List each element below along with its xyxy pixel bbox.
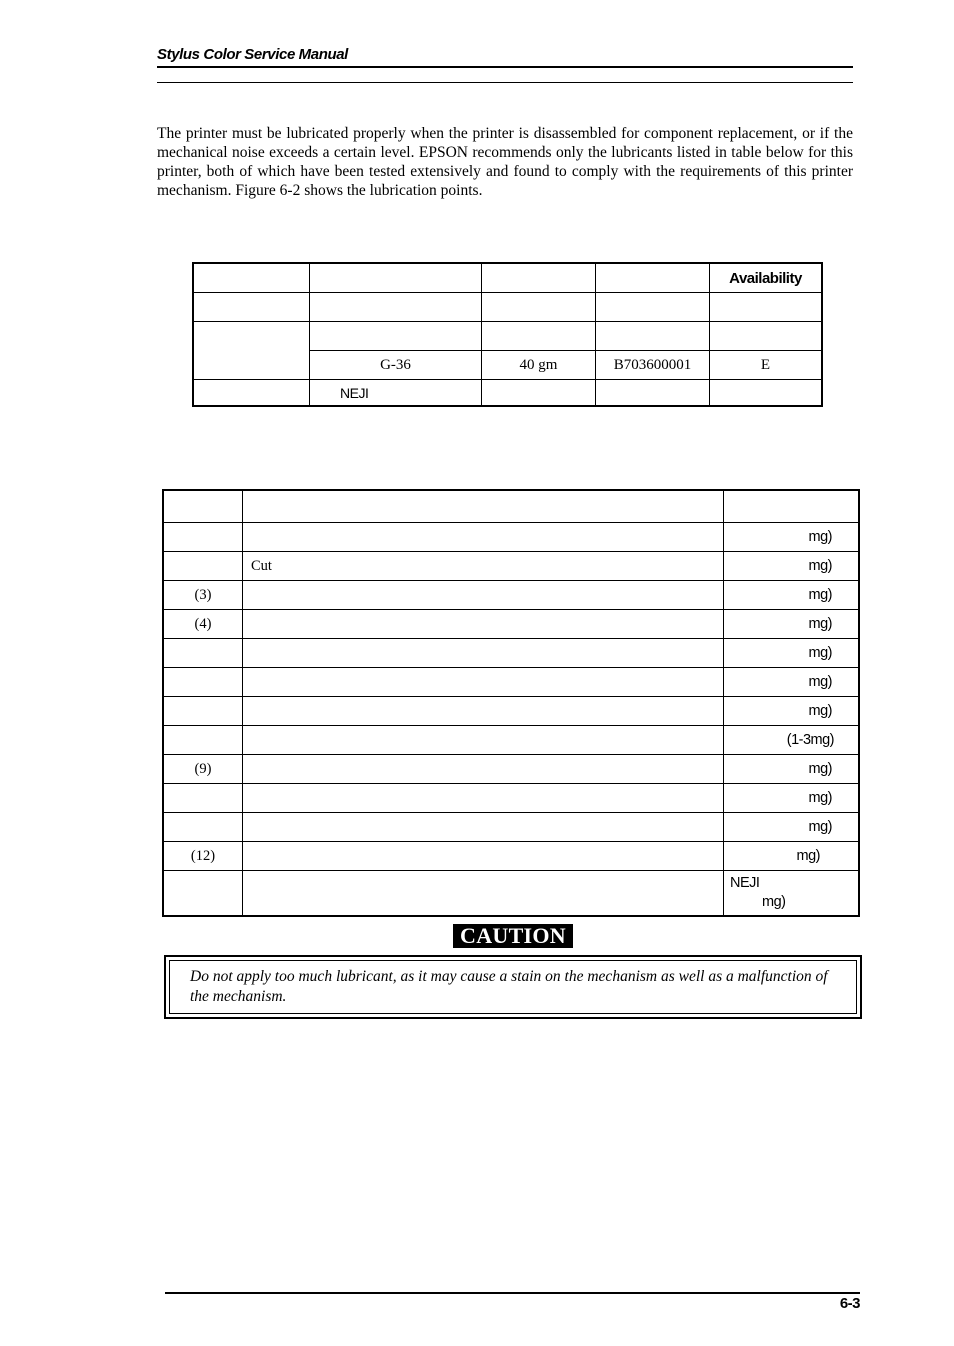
point-number <box>163 784 243 813</box>
lubricant-part-number: B703600001 <box>596 351 710 380</box>
table-cell <box>193 380 310 407</box>
table-cell <box>710 322 823 351</box>
point-amount: mg) <box>724 552 860 581</box>
point-amount: mg) <box>724 668 860 697</box>
point-number <box>163 639 243 668</box>
table-row <box>163 639 859 668</box>
table-cell <box>310 293 482 322</box>
point-description <box>243 490 724 523</box>
point-description <box>243 697 724 726</box>
point-number: (4) <box>163 610 243 639</box>
point-description <box>243 639 724 668</box>
lubricant-name: NEJI <box>310 380 482 407</box>
caution-text: Do not apply too much lubricant, as it may cause a stain on the mechanism as well as a malfunction of the mechanism. <box>190 968 828 1005</box>
point-number <box>163 871 243 917</box>
point-amount: mg) <box>724 784 860 813</box>
point-amount: mg) <box>724 842 860 871</box>
point-amount: mg) <box>724 813 860 842</box>
point-amount: mg) <box>724 581 860 610</box>
point-description <box>243 842 724 871</box>
point-description: Cut <box>243 552 724 581</box>
lubrication-points-table <box>162 489 860 917</box>
header-rule-thin <box>157 82 853 83</box>
point-number: (3) <box>163 581 243 610</box>
footer-rule <box>165 1292 860 1294</box>
table-cell <box>482 293 596 322</box>
table-cell <box>482 380 596 407</box>
point-number <box>163 697 243 726</box>
header-cell <box>193 263 310 293</box>
point-number: (12) <box>163 842 243 871</box>
header-rule <box>157 66 853 68</box>
table-row <box>163 581 859 610</box>
point-amount: mg) <box>724 610 860 639</box>
table-row <box>163 490 859 523</box>
table-cell <box>596 293 710 322</box>
table-row <box>163 668 859 697</box>
table-row <box>163 552 859 581</box>
manual-title: Stylus Color Service Manual <box>157 46 348 63</box>
table-row <box>163 784 859 813</box>
lubricant-table <box>192 262 823 407</box>
point-description <box>243 813 724 842</box>
point-amount: mg) <box>724 755 860 784</box>
table-row <box>163 726 859 755</box>
point-description <box>243 871 724 917</box>
page-number: 6-3 <box>839 1295 860 1312</box>
point-number <box>163 813 243 842</box>
lubricant-name: G-36 <box>310 351 482 380</box>
point-description <box>243 784 724 813</box>
amount-line: mg) <box>762 894 786 910</box>
point-description <box>243 610 724 639</box>
point-number <box>163 668 243 697</box>
table-row <box>163 842 859 871</box>
header-availability: Availability <box>710 263 823 293</box>
point-amount: mg) <box>724 639 860 668</box>
point-number <box>163 490 243 523</box>
table-row <box>163 523 859 552</box>
point-description <box>243 668 724 697</box>
table-cell <box>710 293 823 322</box>
table-row <box>193 322 822 351</box>
intro-paragraph: The printer must be lubricated properly when the printer is disassembled for component replacement, or if the mechanical noise exceeds a certain level. EPSON recommends only the lubricants listed in table below for this printer, both of which have been tested extensively and found to comply with the requirements of this printer mechanism. Figure 6-2 shows the lubrication points. <box>157 125 853 199</box>
table-cell <box>193 293 310 322</box>
point-number: (9) <box>163 755 243 784</box>
header-cell <box>596 263 710 293</box>
table-row <box>193 293 822 322</box>
caution-box <box>164 955 862 1019</box>
point-description <box>243 523 724 552</box>
caution-label: CAUTION <box>453 924 573 948</box>
lubricant-quantity: 40 gm <box>482 351 596 380</box>
table-row <box>163 610 859 639</box>
header-cell <box>482 263 596 293</box>
table-header-row <box>193 263 822 293</box>
point-amount <box>724 871 860 917</box>
table-row <box>193 380 822 407</box>
point-description <box>243 581 724 610</box>
table-row <box>163 813 859 842</box>
amount-line: NEJI <box>730 875 760 891</box>
point-description <box>243 755 724 784</box>
point-number <box>163 552 243 581</box>
table-cell <box>596 380 710 407</box>
lubricant-availability: E <box>710 351 823 380</box>
point-number <box>163 523 243 552</box>
table-cell <box>596 322 710 351</box>
table-row <box>163 697 859 726</box>
point-amount: (1-3mg) <box>724 726 860 755</box>
point-description <box>243 726 724 755</box>
table-cell <box>482 322 596 351</box>
point-amount <box>724 490 860 523</box>
point-number <box>163 726 243 755</box>
table-cell <box>710 380 823 407</box>
header-cell <box>310 263 482 293</box>
point-amount: mg) <box>724 523 860 552</box>
point-amount: mg) <box>724 697 860 726</box>
table-cell <box>193 322 310 380</box>
table-row <box>163 871 859 917</box>
table-cell <box>310 322 482 351</box>
table-row <box>163 755 859 784</box>
